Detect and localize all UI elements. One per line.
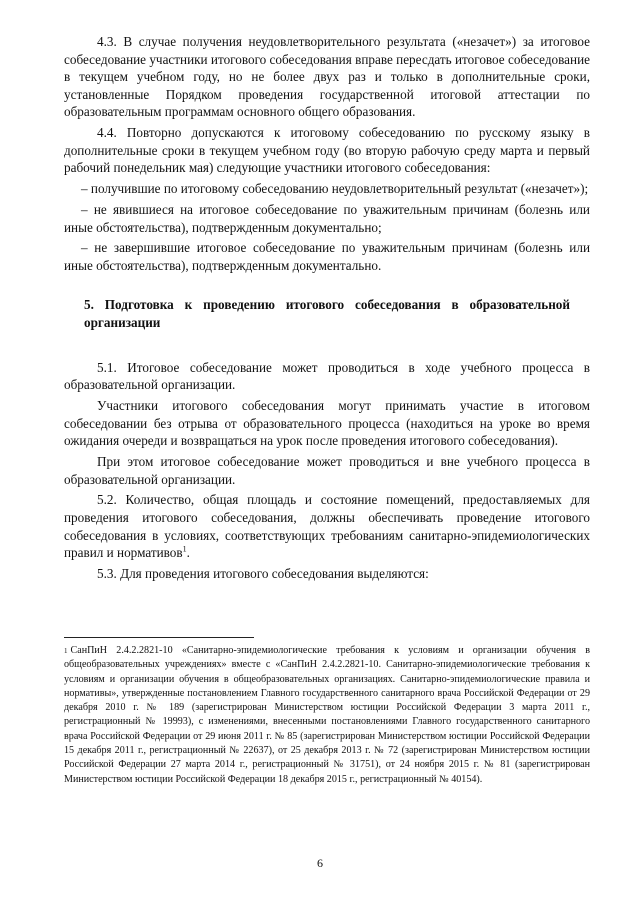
- list-item-failed: – получившие по итоговому собеседованию неудовлетворительный результат («незачет»);: [81, 181, 589, 197]
- paragraph-5-2: [64, 491, 590, 561]
- paragraph-5-2-end: .: [186, 545, 190, 561]
- paragraph-5-1: 5.1. Итоговое собеседование может проводиться в ходе учебного процесса в образовательной организации.: [64, 359, 590, 393]
- main-text: [64, 33, 590, 586]
- paragraph-outside-process: При этом итоговое собеседование может проводиться и вне учебного процесса в образовательной организации.: [64, 454, 590, 487]
- footnote-reference: 1: [182, 544, 187, 554]
- list-item-absent: – не явившиеся на итоговое собеседование по уважительным причинам (болезнь или иные обстоятельства), подтвержденным документально;: [64, 201, 590, 235]
- paragraph-5-2-text: 5.2. Количество, общая площадь и состояние помещений, предоставляемых для проведения итогового собеседования, должны обеспечивать проведение итогового собеседования в условиях, соответствующих требованиям санитарно-эпидемиологических правил и нормативов: [64, 492, 590, 561]
- footnote-mark: 1: [64, 647, 68, 655]
- paragraph-4-4: 4.4. Повторно допускаются к итоговому собеседованию по русскому языку в дополнительные сроки в текущем учебном году (во вторую рабочую среду марта и первый рабочий понедельник мая) следующие участники итогового собеседования:: [64, 125, 590, 176]
- footnote: [64, 644, 590, 787]
- paragraph-4-3: 4.3. В случае получения неудовлетворительного результата («незачет») за итоговое собеседование участники итогового собеседования вправе пересдать итоговое собеседование в текущем учебном году, но не более двух раз и только в дополнительные сроки, установленные Порядком проведения государственной итоговой аттестации по образовательным программам основного общего образования.: [64, 34, 590, 120]
- page-number: 6: [317, 856, 323, 870]
- footnote-text: СанПиН 2.4.2.2821-10 «Санитарно-эпидемиологические требования к условиям и организации обучения в общеобразовательных учреждениях» вместе с «СанПиН 2.4.2.2821-10. Санитарно-эпидемиологические требования к условиям и организации обучения в общеобразовательных организациях. Санитарно-эпидемиологические правила и нормативы», утвержденные постановлением Главного государственного санитарного врача Российской Федерации от 29 декабря 2010 г. № 189 (зарегистрирован Министерством юстиции Российской Федерации 3 марта 2011 г., регистрационный № 19993), с изменениями, внесенными постановлениями Главного государственного санитарного врача Российской Федерации от 29 июня 2011 г. № 85 (зарегистрирован Министерством юстиции Российской Федерации 15 декабря 2011 г., регистрационный № 22637), от 25 декабря 2013 г. № 72 (зарегистрирован Министерством юстиции Российской Федерации 27 марта 2014 г., регистрационный № 31751), от 24 ноября 2015 г. № 81 (зарегистрирован Министерством юстиции Российской Федерации 18 декабря 2015 г., регистрационный № 40154).: [64, 645, 590, 785]
- paragraph-participants: Участники итогового собеседования могут принимать участие в итоговом собеседовании без отрыва от образовательного процесса (находиться на уроке во время ожидания очереди и возвращаться на урок после проведения итогового собеседования).: [64, 398, 590, 449]
- list-item-not-completed: – не завершившие итоговое собеседование по уважительным причинам (болезнь или иные обстоятельства), подтвержденным документально.: [64, 240, 590, 273]
- section-5-heading: 5. Подготовка к проведению итогового собеседования в образовательной организации: [84, 297, 570, 331]
- paragraph-5-3: 5.3. Для проведения итогового собеседования выделяются:: [97, 565, 429, 581]
- footnote-divider: [64, 637, 254, 638]
